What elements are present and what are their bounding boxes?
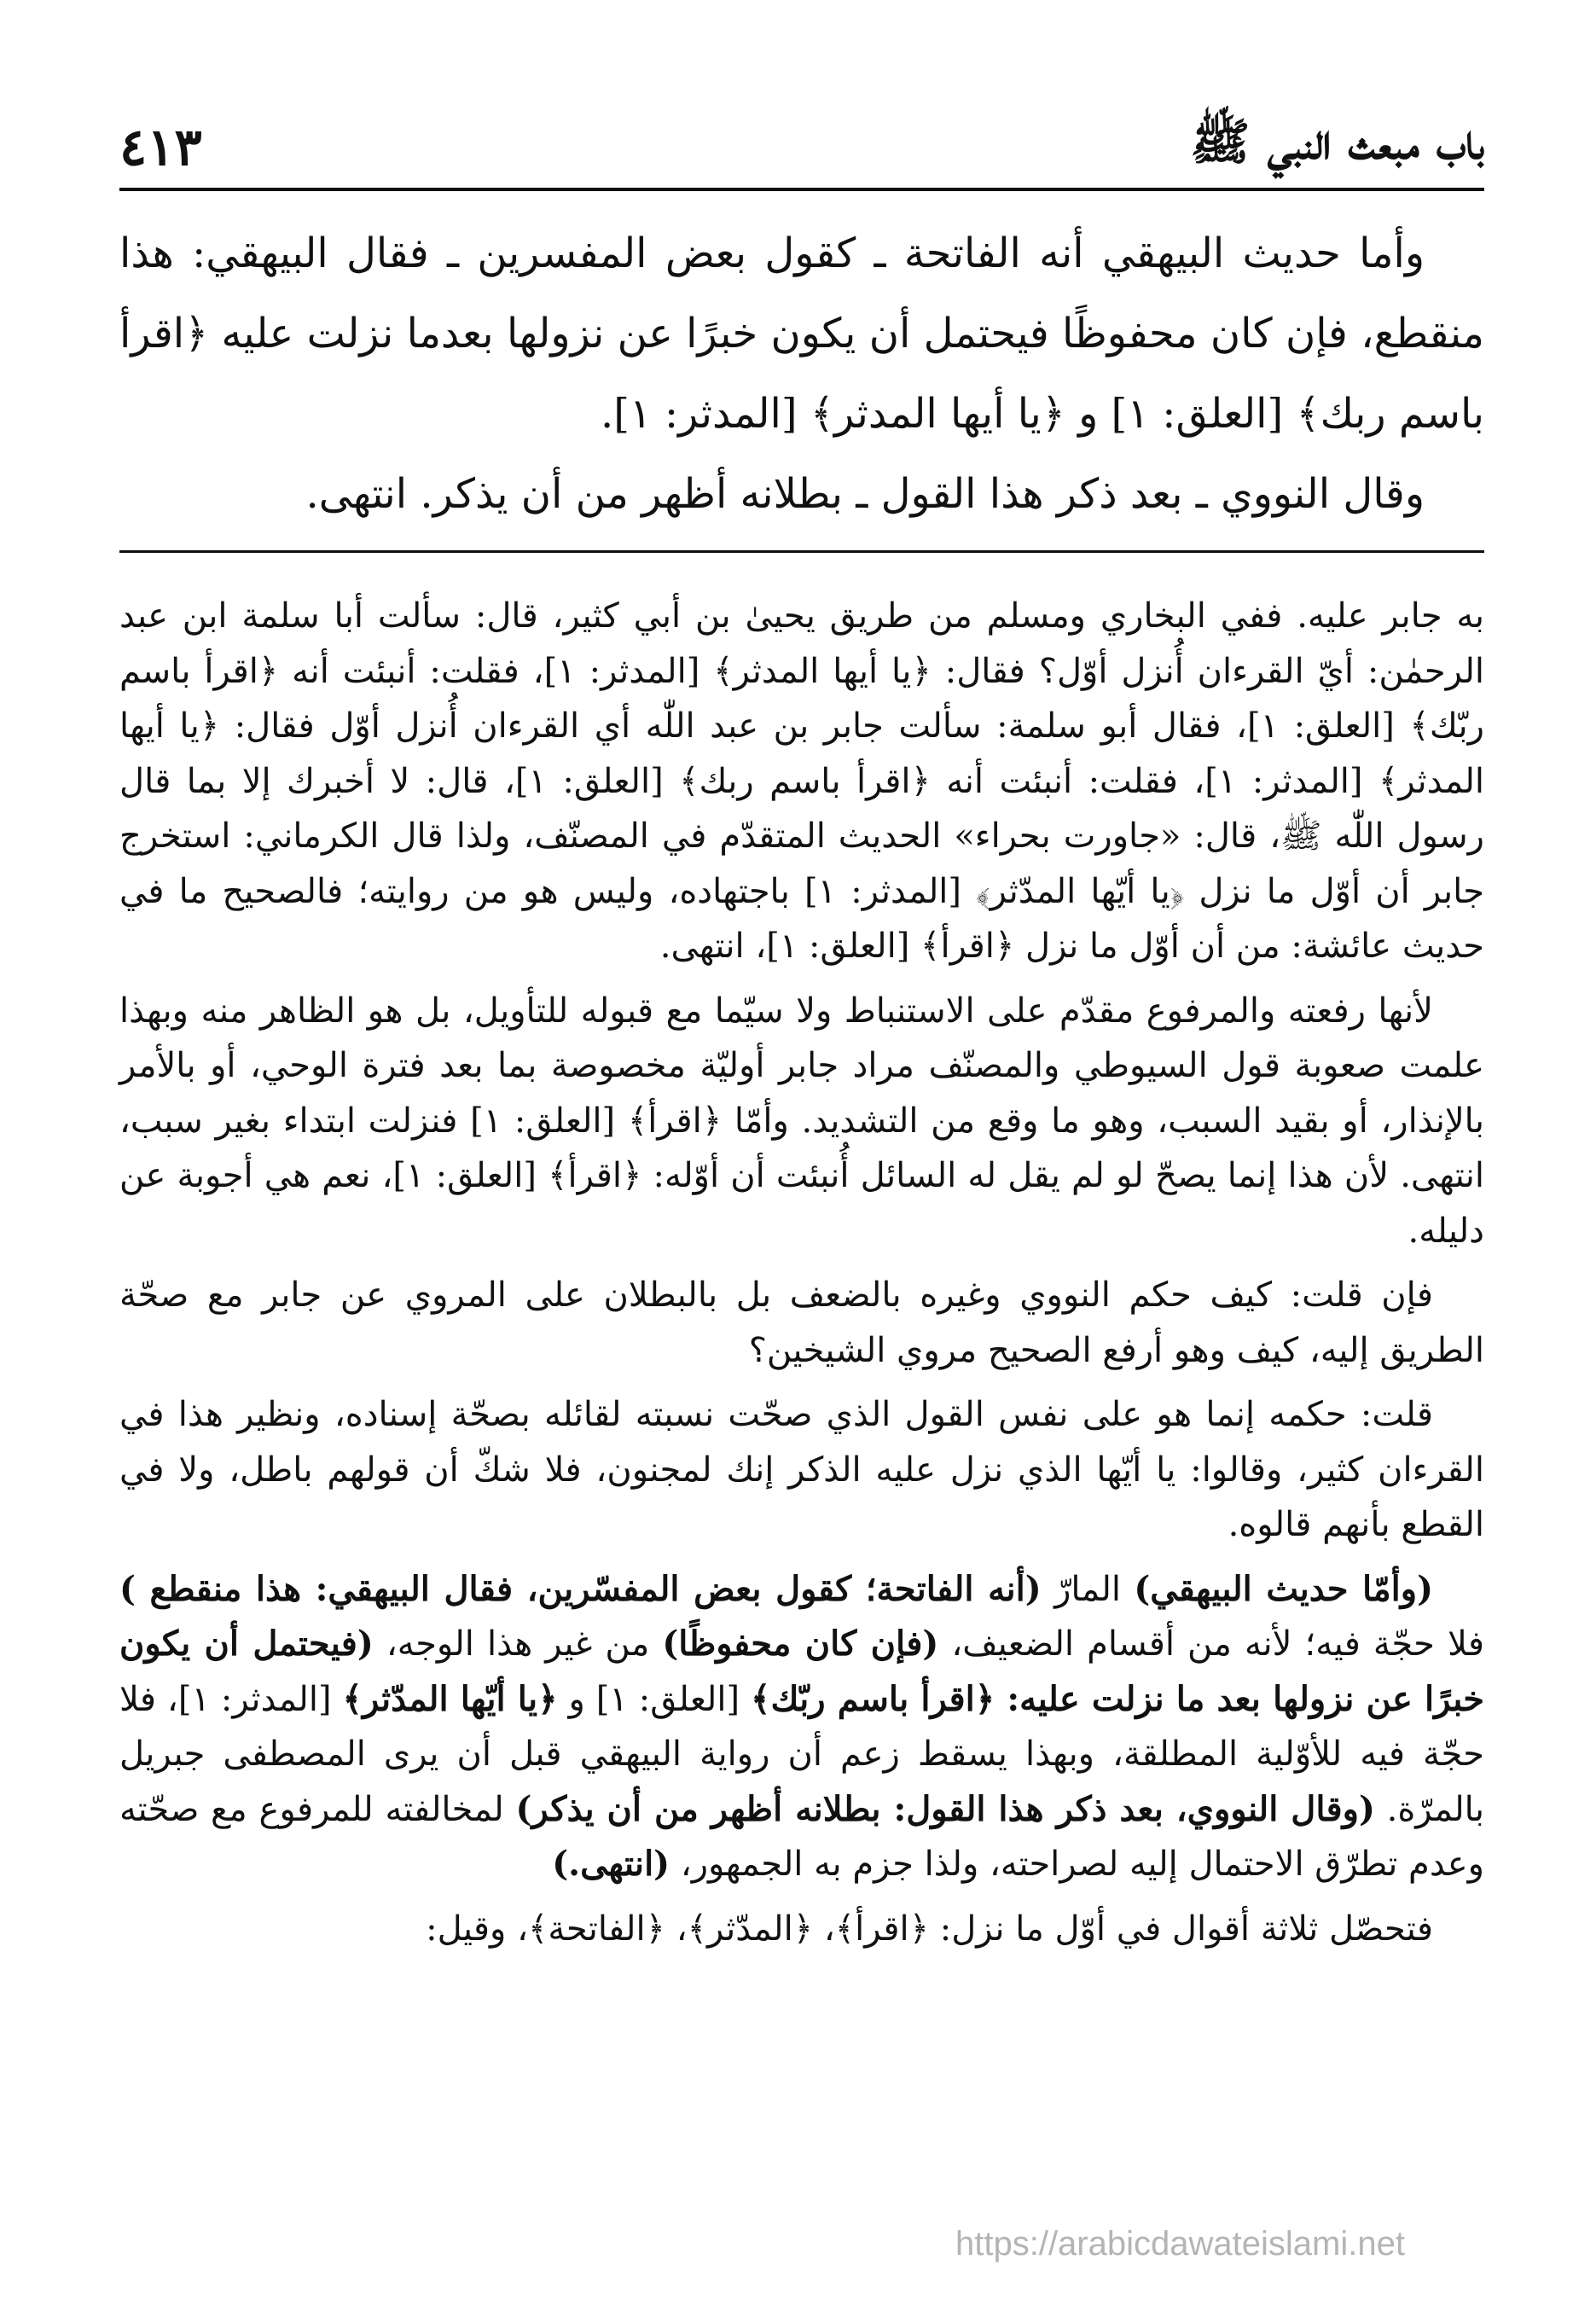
matn-sharh-divider [119, 550, 1484, 553]
matn-paragraph: وقال النووي ـ بعد ذكر هذا القول ـ بطلانه أظهر من أن يذكر. انتهى. [305, 470, 1425, 518]
book-page [119, 85, 1484, 2286]
header-rule [119, 188, 1484, 191]
matn-paragraph: وأما حديث البيهقي أنه الفاتحة ـ كقول بعض المفسرين ـ فقال البيهقي: هذا منقطع، فإن كان محفوظًا فيحتمل أن يكون خبرًا عن نزولها بعدما نزلت عليه ﴿اقرأ باسم ربك﴾ [العلق: ١] و ﴿يا أيها المدثر﴾ [المدثر: ١]. [119, 229, 1484, 438]
commentary-text: [العلق: ١] و [557, 1679, 751, 1719]
commentary-text: لمخالفته للمرفوع مع صحّته وعدم تطرّق الاحتمال إليه لصراحته، ولذا جزم به الجمهور، [119, 1789, 1484, 1884]
page-header [119, 109, 1484, 186]
quoted-matn-text: (أنه الفاتحة؛ كقول بعض المفسّرين، فقال البيهقي: هذا منقطع ) [119, 1568, 1042, 1609]
commentary-paragraph: لأنها رفعته والمرفوع مقدّم على الاستنباط ولا سيّما مع قبوله للتأويل، بل هو الظاهر منه وبهذا علمت صعوبة قول السيوطي والمصنّف مراد جابر أوليّة مخصوصة بما بعد فترة الوحي، أو بالأمر بالإنذار، أو بقيد السبب، وهو ما وقع من التشديد. وأمّا ﴿اقرأ﴾ [العلق: ١] فنزلت ابتداء بغير سبب، انتهى. لأن هذا إنما يصحّ لو لم يقل له السائل أُنبئت أن أوّله: ﴿اقرأ﴾ [العلق: ١]، نعم هي أجوبة عن دليله. [119, 991, 1484, 1251]
commentary-text: فلا حجّة فيه؛ لأنه من أقسام الضعيف، [938, 1624, 1484, 1664]
quoted-matn-text: (وأمّا حديث البيهقي) [1134, 1568, 1433, 1609]
watermark-url: https://arabicdawateislami.net [955, 2225, 1405, 2263]
commentary-paragraph: فإن قلت: كيف حكم النووي وغيره بالضعف بل بالبطلان على المروي عن جابر مع صحّة الطريق إليه، كيف وهو أرفع الصحيح مروي الشيخين؟ [119, 1275, 1484, 1370]
quoted-matn-text: (فإن كان محفوظًا) [662, 1624, 939, 1664]
quoted-matn-text: (وقال النووي، بعد ذكر هذا القول: بطلانه أظهر من أن يذكر) [515, 1788, 1375, 1829]
commentary-paragraph [119, 1562, 1484, 1892]
commentary-paragraph: فتحصّل ثلاثة أقوال في أوّل ما نزل: ﴿اقرأ﴾، ﴿المدّثر﴾، ﴿الفاتحة﴾، وقيل: [426, 1909, 1433, 1949]
quoted-matn-text: (فيحتمل أن يكون خبرًا عن نزولها بعد ما نزلت عليه: ﴿اقرأ باسم ربّك﴾ [119, 1624, 1485, 1719]
matn-text-block [119, 213, 1484, 534]
page-number: ٤١٣ [119, 118, 202, 177]
commentary-paragraph: قلت: حكمه إنما هو على نفس القول الذي صحّت نسبته لقائله بصحّة إسناده، ونظير هذا في القرءان كثير، وقالوا: يا أيّها الذي نزل عليه الذكر إنك لمجنون، فلا شكّ أن قولهم باطل، ولا في القطع بأنهم قالوه. [119, 1395, 1484, 1544]
quoted-matn-text: ﴿يا أيّها المدّثر﴾ [342, 1678, 558, 1719]
commentary-text: [المدثر: ١]، فلا حجّة فيه للأوّلية المطلقة، وبهذا يسقط زعم أن رواية البيهقي قبل أن يرى المصطفى جبريل بالمرّة. [119, 1679, 1485, 1829]
running-title: باب مبعث النبي ﷺ [1190, 113, 1484, 171]
quoted-matn-text: (انتهى.) [552, 1844, 670, 1884]
sharh-commentary-block [119, 589, 1484, 1956]
commentary-paragraph: به جابر عليه. ففي البخاري ومسلم من طريق يحيىٰ بن أبي كثير، قال: سألت أبا سلمة ابن عبد الرحمٰن: أيّ القرءان أُنزل أوّل؟ فقال: ﴿يا أيها المدثر﴾ [المدثر: ١]، فقلت: أنبئت أنه ﴿اقرأ باسم ربّك﴾ [العلق: ١]، فقال أبو سلمة: سألت جابر بن عبد اللّٰه أي القرءان أُنزل أوّل فقال: ﴿يا أيها المدثر﴾ [المدثر: ١]، فقلت: أنبئت أنه ﴿اقرأ باسم ربك﴾ [العلق: ١]، قال: لا أخبرك إلا بما قال رسول اللّٰه ﷺ، قال: «جاورت بحراء» الحديث المتقدّم في المصنّف، ولذا قال الكرماني: استخرج جابر أن أوّل ما نزل ﴿يا أيّها المدّثر﴾ [المدثر: ١] باجتهاده، وليس هو من روايته؛ فالصحيح ما في حديث عائشة: من أن أوّل ما نزل ﴿اقرأ﴾ [العلق: ١]، انتهى. [119, 596, 1485, 966]
commentary-text: من غير هذا الوجه، [373, 1624, 663, 1664]
commentary-text: المارّ [1041, 1569, 1135, 1609]
